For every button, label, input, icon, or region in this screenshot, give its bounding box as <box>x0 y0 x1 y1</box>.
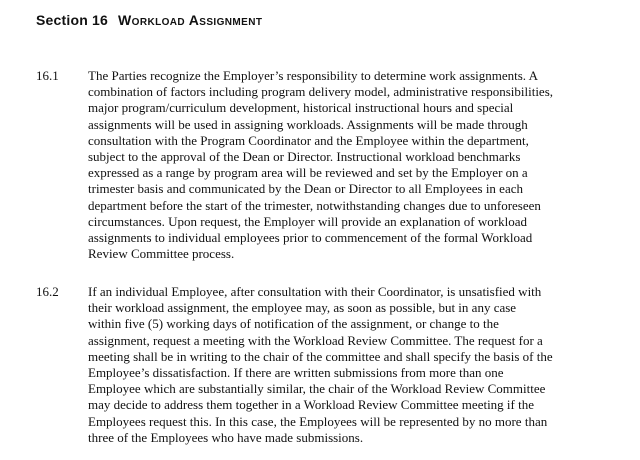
text-line: may decide to address them together in a Workload Review Committee meeting if the <box>88 397 535 413</box>
clause-number: 16.2 <box>36 284 59 299</box>
text-line: expressed as a range by program area will be reviewed and set by the Employer on a <box>88 165 528 181</box>
text-line: consultation with the Program Coordinator and the Employee within the department, <box>88 132 529 148</box>
text-line: within five (5) working days of notification of the assignment, or change to the <box>88 316 499 332</box>
text-line: assignments will be used in assigning workloads. Assignments will be made through <box>88 116 528 132</box>
text-line: combination of factors including program delivery model, administrative responsibilities, <box>88 84 554 100</box>
text-line: meeting shall be in writing to the chair of the committee and shall specify the basis of the <box>88 348 553 364</box>
text-line: three of the Employees who have made submissions. <box>88 429 364 445</box>
text-line: Employees request this. In this case, the Employees will be represented by no more than <box>88 413 548 429</box>
section-label: Section 16 <box>36 12 109 28</box>
clause-text <box>88 284 624 446</box>
text-line: If an individual Employee, after consultation with their Coordinator, is unsatisfied with <box>88 284 542 299</box>
text-line: department before the start of the trimester, notwithstanding changes due to unforeseen <box>88 197 541 213</box>
text-line: Employee which are substantially similar, the chair of the Workload Review Committee <box>88 381 546 397</box>
text-line: subject to the approval of the Dean or Director. Instructional workload benchmarks <box>88 149 521 165</box>
section-title: Workload Assignment <box>118 12 263 28</box>
text-line: major program/curriculum development, historical instructional hours and special <box>88 100 514 116</box>
text-line: Review Committee process. <box>88 246 235 262</box>
text-line: trimester basis and communicated by the Dean or Director to all Employees in each <box>88 181 523 197</box>
clause-number: 16.1 <box>36 68 59 83</box>
text-line: their workload assignment, the employee may, as soon as possible, but in any case <box>88 300 517 316</box>
text-line: The Parties recognize the Employer’s responsibility to determine work assignments. A <box>88 68 538 83</box>
text-line: assignment, request a meeting with the Workload Review Committee. The request for a <box>88 332 543 348</box>
text-line: assignments to individual employees prior to commencement of the formal Workload <box>88 230 533 246</box>
text-line: Employee’s dissatisfaction. If there are written submissions from more than one <box>88 365 504 381</box>
section-heading <box>36 12 262 28</box>
clause-text <box>88 68 624 262</box>
text-line: circumstances. Upon request, the Employer will provide an explanation of workload <box>88 213 527 229</box>
